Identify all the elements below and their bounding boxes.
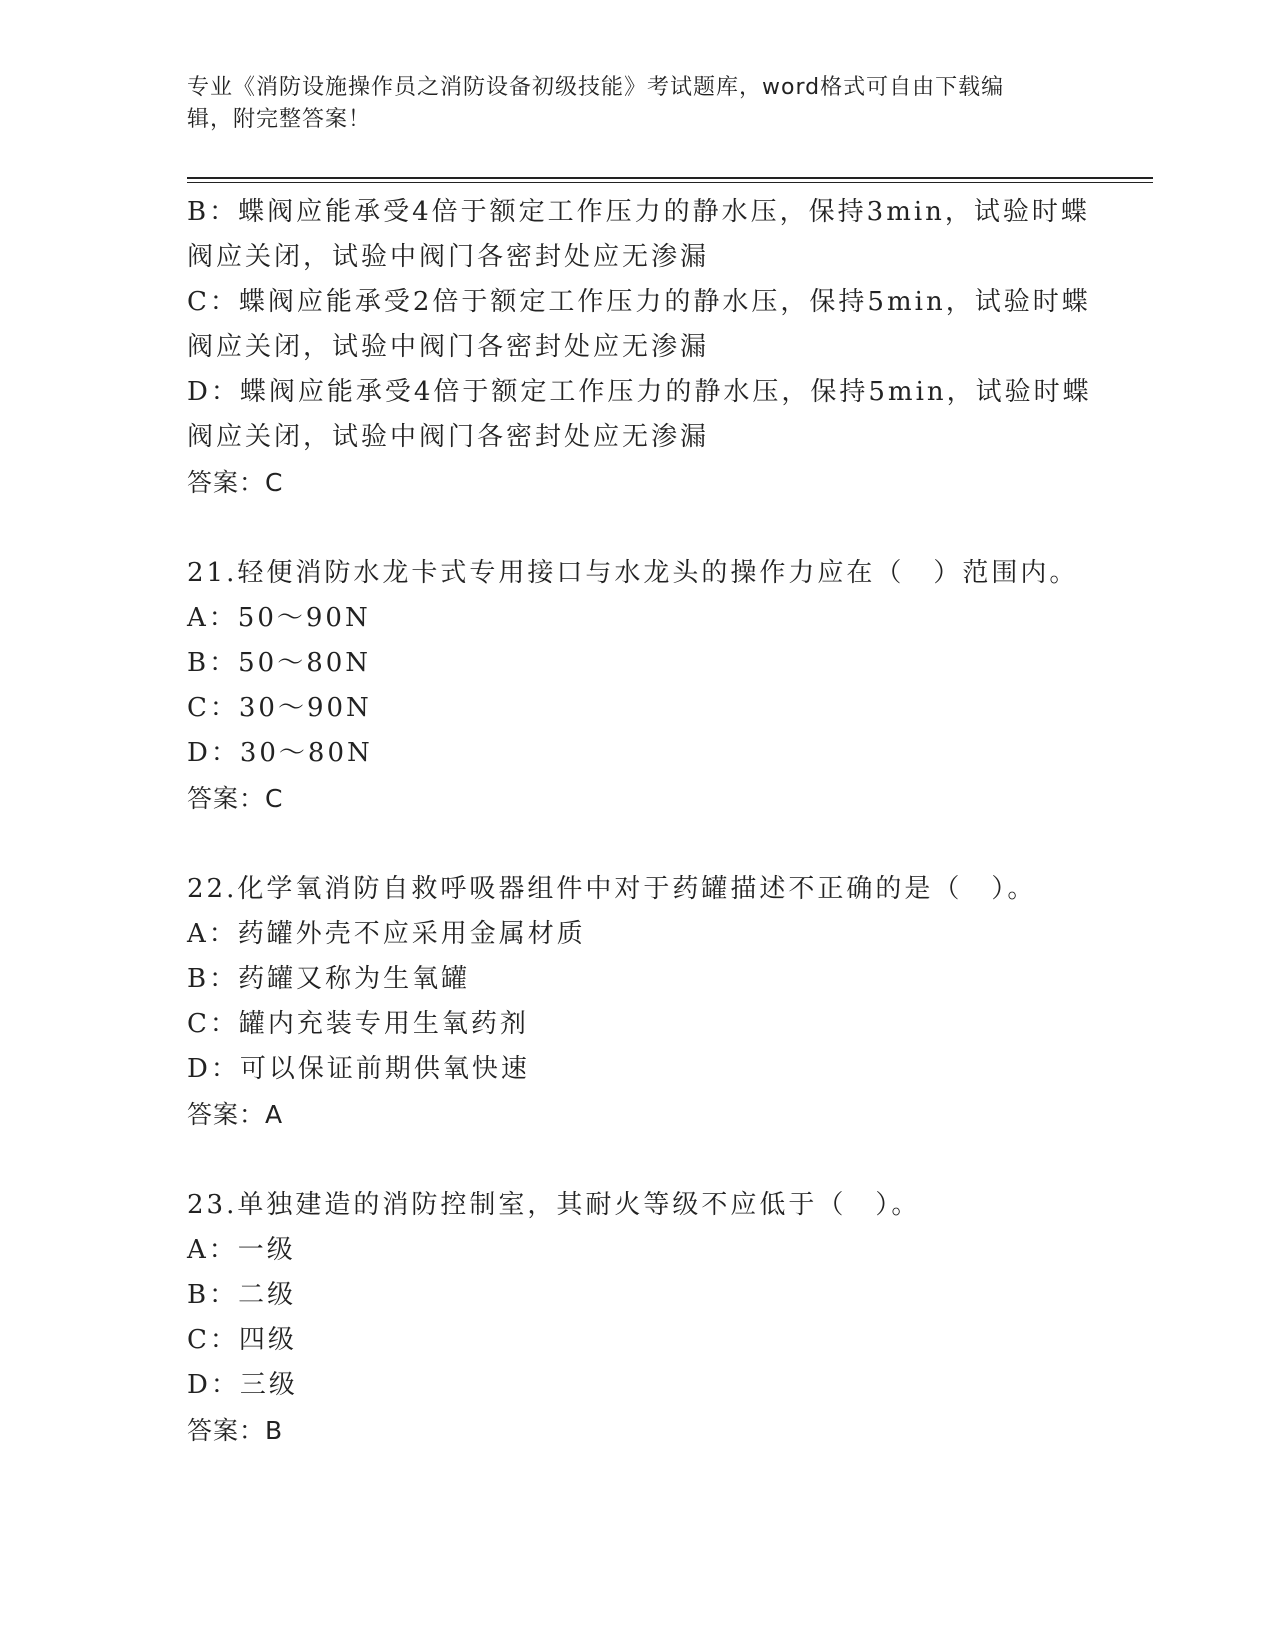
prev-question-block [187,190,1092,505]
question-stem: 21.轻便消防水龙卡式专用接口与水龙头的操作力应在（ ）范围内。 [187,558,1079,588]
document-header [187,72,1067,136]
option-b: B：二级 [187,1280,297,1310]
option-a: A：药罐外壳不应采用金属材质 [187,919,586,949]
question-stem: 23.单独建造的消防控制室，其耐火等级不应低于（ ）。 [187,1190,921,1220]
header-line-1: 专业《消防设施操作员之消防设备初级技能》考试题库，word格式可自由下载编 [187,75,1005,100]
option-d-line-1: D：蝶阀应能承受4倍于额定工作压力的静水压，保持5min，试验时蝶 [187,377,1092,407]
option-c: C：罐内充装专用生氧药剂 [187,1009,529,1039]
option-b-line-2: 阀应关闭，试验中阀门各密封处应无渗漏 [187,242,710,272]
option-b: B：50～80N [187,648,372,678]
option-c: C：30～90N [187,693,372,723]
question-23 [187,1183,1087,1453]
answer-line: 答案：C [187,784,284,813]
option-c-line-2: 阀应关闭，试验中阀门各密封处应无渗漏 [187,332,710,362]
header-line-2: 辑，附完整答案！ [187,107,372,132]
option-b: B：药罐又称为生氧罐 [187,964,471,994]
question-content [187,190,1092,1453]
option-d-line-2: 阀应关闭，试验中阀门各密封处应无渗漏 [187,422,710,452]
header-divider-thick [187,177,1153,179]
option-b-line-1: B：蝶阀应能承受4倍于额定工作压力的静水压，保持3min，试验时蝶 [187,197,1090,227]
answer-line: 答案：A [187,1100,284,1129]
answer-line: 答案：B [187,1416,284,1445]
question-22 [187,867,1087,1137]
option-d: D：可以保证前期供氧快速 [187,1054,530,1084]
option-d: D：30～80N [187,738,373,768]
header-divider-thin [187,182,1153,183]
option-a: A：一级 [187,1235,296,1265]
option-c-line-1: C：蝶阀应能承受2倍于额定工作压力的静水压，保持5min，试验时蝶 [187,287,1091,317]
question-stem: 22.化学氧消防自救呼吸器组件中对于药罐描述不正确的是（ ）。 [187,874,1037,904]
answer-line: 答案：C [187,468,284,497]
question-21 [187,551,1087,821]
option-d: D：三级 [187,1370,298,1400]
option-c: C：四级 [187,1325,297,1355]
option-a: A：50～90N [187,603,371,633]
